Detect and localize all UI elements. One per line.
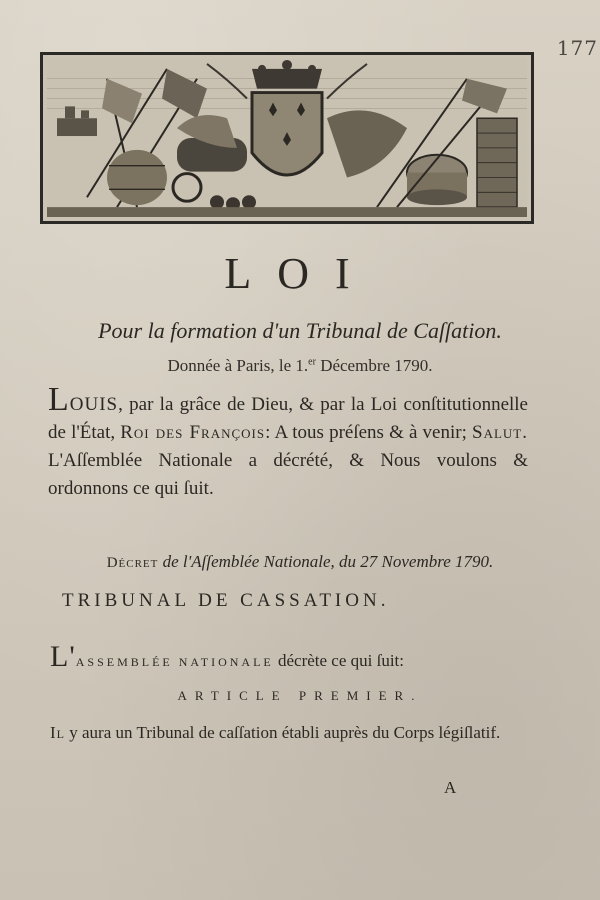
issue-date — [0, 356, 600, 376]
preamble-text-1: , par la grâce de Dieu, & par la Loi conſtitutionnelle de l'État, — [48, 394, 528, 443]
date-suffix: Décembre 1790. — [315, 356, 433, 375]
decree-word: Décret — [106, 555, 159, 571]
assemblee-rest: décrète ce qui ſuit: — [273, 651, 405, 670]
assemblee-caps: ASSEMBLÉE NATIONALE — [75, 655, 274, 669]
article-first-word: Il — [50, 723, 65, 742]
royal-arms-icon — [252, 60, 322, 175]
article-heading: ARTICLE PREMIER. — [177, 688, 423, 703]
section-heading: TRIBUNAL DE CASSATION. — [62, 590, 390, 611]
decree-rest: de l'Aſſemblée Nationale, du 27 Novembre 1790. — [158, 552, 494, 571]
salut: Salut. — [472, 422, 528, 443]
assemblee-line — [50, 640, 530, 674]
document-title: LOI — [224, 249, 376, 298]
vignette-illustration — [47, 59, 527, 217]
article-text — [50, 718, 525, 748]
article-rest: y aura un Tribunal de caſſation établi auprès du Corps légiſlatif. — [65, 723, 501, 742]
royal-vignette-engraving — [40, 52, 534, 224]
roi-des-francois: Roi des François — [120, 422, 266, 443]
catchword: A — [444, 778, 457, 797]
document-subtitle: Pour la formation d'un Tribunal de Caſſation. — [98, 318, 502, 343]
folio-number: 177 — [556, 36, 598, 60]
preamble-dropcap: L — [48, 381, 70, 418]
royal-preamble — [48, 381, 528, 503]
assemblee-dropcap: L' — [50, 640, 76, 673]
decree-line — [0, 552, 600, 572]
date-prefix: Donnée à Paris, le 1. — [167, 356, 309, 375]
preamble-text-2: : A tous préſens & à venir; — [265, 422, 473, 443]
date-ordinal: er — [308, 356, 316, 368]
preamble-text-3: L'Aſſemblée Nationale a décrété, & Nous voulons & ordonnons ce qui ſuit. — [48, 450, 528, 499]
king-name: OUIS — [69, 394, 119, 415]
